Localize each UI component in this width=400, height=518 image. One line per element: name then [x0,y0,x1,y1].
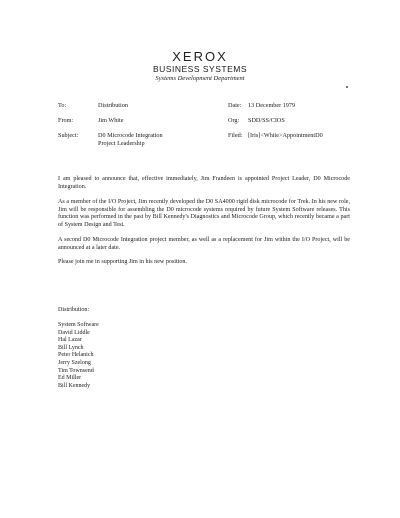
from-label: From: [58,117,74,124]
distribution-item: Jerry Szelong [58,359,91,366]
to-label: To: [58,102,67,109]
date-label: Date: [228,102,242,109]
subject-value [98,132,163,148]
org-label: Org: [228,117,240,124]
subject-field [58,132,163,148]
subject-line-2: Project Leadership [98,140,145,147]
distribution-item: David Liddle [58,329,90,336]
division-name: BUSINESS SYSTEMS [153,64,247,74]
filed-value: [Iris]<White>AppointmentD0 [248,132,323,139]
distribution-list [58,322,99,390]
xerox-logo: XEROX [172,49,228,64]
subject-label: Subject: [58,132,79,139]
paragraph-closing: Please join me in supporting Jim in his new position. [58,259,187,265]
distribution-item: System Software [58,322,99,328]
org-value: SDD/SS/CIOS [248,117,285,124]
filed-label: Filed: [228,132,243,139]
distribution-item: Peter Helanich [58,352,94,359]
filed-field [228,132,323,140]
to-value: Distribution [98,102,128,109]
distribution-item: Tim Townsend [58,367,94,374]
date-value: 13 December 1979 [248,102,296,109]
distribution-heading: Distribution: [58,307,90,313]
letterhead [130,50,270,83]
distribution-item: Bill Kennedy [58,382,91,389]
distribution-item: Ed Miller [58,375,82,382]
distribution-item: Hal Lazar [58,337,82,344]
paragraph-background: As a member of the I/O Project, Jim recently developed the D0 SA4000 rigid disk microcode for Trek. In his new role, Jim will be responsible for assembling the D0 microcode systems required by future System Software releases. This function was performed in the past by Bill Kennedy's Diagnostics and Microcode Group, which recently became a part of System Design and Test. [58,199,350,228]
org-field [228,117,285,125]
scan-speck [346,86,348,88]
from-value: Jim White [98,117,124,124]
subject-line-1: D0 Microcode Integration [98,132,163,139]
date-field [228,102,295,110]
distribution-item: Bill Lynch [58,344,84,351]
paragraph-appointment: I am pleased to announce that, effective immediately, Jim Frandeen is appointed Project Leader, D0 Microcode Integration. [58,176,350,190]
from-field [58,117,124,125]
paragraph-replacement: A second D0 Microcode Integration project member, as well as a replacement for Jim within the I/O Project, will be announced at a later date. [58,237,350,251]
department-name: Systems Development Department [155,75,245,82]
to-field [58,102,128,110]
